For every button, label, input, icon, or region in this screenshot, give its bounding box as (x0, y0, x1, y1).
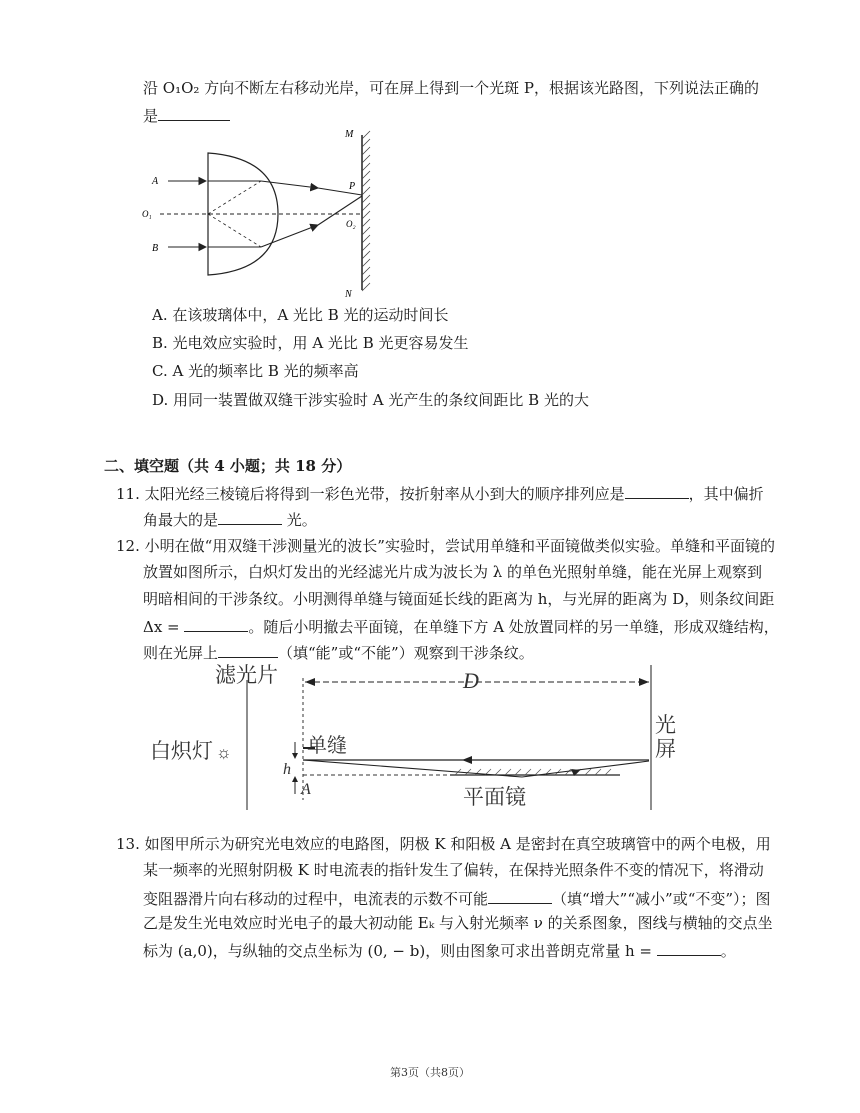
q13-line5-pre: 标为 (a,0)，与纵轴的交点坐标为 (0, − b)，则由图象可求出普朗克常量 h = (143, 942, 652, 960)
section-title: 二、填空题（共 4 小题；共 18 分） (104, 457, 352, 475)
label-P: P (349, 181, 356, 192)
q13-line3 (143, 887, 771, 909)
q10-intro-line2 (143, 104, 230, 126)
answer-blank[interactable] (218, 641, 278, 658)
q11-line2 (143, 508, 317, 530)
q12-line4 (143, 615, 779, 637)
answer-blank[interactable] (184, 615, 248, 632)
q10-intro-line2-text: 是 (143, 107, 159, 125)
answer-blank[interactable] (657, 939, 721, 956)
answer-blank[interactable] (158, 104, 230, 121)
answer-blank[interactable] (218, 508, 282, 525)
label-B: B (152, 243, 159, 254)
q12-line3: 明暗相间的干涉条纹。小明测得单缝与镜面延长线的距离为 h，与光屏的距离为 D，则条纹间距 (143, 590, 775, 608)
q13-line3-post: （填“增大”“减小”或“不变”）；图 (552, 890, 771, 908)
q10-option-a: A. 在该玻璃体中，A 光比 B 光的运动时间长 (152, 306, 449, 324)
q13-line3-pre: 变阻器滑片向右移动的过程中，电流表的示数不可能 (143, 890, 489, 908)
answer-blank[interactable] (625, 482, 689, 499)
lloyd-mirror-diagram (150, 660, 676, 820)
q10-option-c: C. A 光的频率比 B 光的频率高 (152, 362, 359, 380)
label-A: A (152, 176, 159, 187)
label-N: N (345, 289, 352, 300)
q12-line4-pre: Δx = (143, 618, 180, 636)
q12-line4-post: 。随后小明撤去平面镜，在单缝下方 A 处放置同样的另一单缝，形成双缝结构， (248, 618, 779, 636)
q11-line1 (116, 482, 764, 504)
label-M: M (345, 129, 354, 140)
label-mirror: 平面镜 (463, 785, 526, 809)
lens-ray-diagram (140, 125, 380, 300)
q12-line1: 12. 小明在做“用双缝干涉测量光的波长”实验时，尝试用单缝和平面镜做类似实验。单缝和平面镜的 (116, 537, 775, 555)
q12-line5-pre: 则在光屏上 (143, 644, 219, 662)
q11-line1-pre: 11. 太阳光经三棱镜后将得到一彩色光带，按折射率从小到大的顺序排列应是 (116, 485, 625, 503)
label-slit: 单缝 (307, 735, 347, 757)
label-lamp: 白炽灯 (150, 739, 213, 763)
q10-option-b: B. 光电效应实验时，用 A 光比 B 光更容易发生 (152, 334, 469, 352)
q12-line5-post: （填“能”或“不能”）观察到干涉条纹。 (278, 644, 534, 662)
label-A: A (301, 781, 311, 798)
label-O1: O₁ (142, 209, 152, 219)
q13-line2: 某一频率的光照射阴极 K 时电流表的指针发生了偏转，在保持光照条件不变的情况下，将滑动 (143, 861, 764, 879)
q13-line1: 13. 如图甲所示为研究光电效应的电路图，阴极 K 和阳极 A 是密封在真空玻璃管中的两个电极，用 (116, 835, 771, 853)
label-O2: O₂ (346, 219, 356, 229)
q13-line5 (143, 939, 736, 961)
label-filter: 滤光片 (215, 663, 278, 687)
q10-option-d: D. 用同一装置做双缝干涉实验时 A 光产生的条纹间距比 B 光的大 (152, 391, 589, 409)
page-footer: 第3页（共8页） (390, 1066, 470, 1079)
label-h: h (283, 761, 291, 778)
sun-icon: ☼ (216, 743, 232, 762)
label-screen-2: 屏 (655, 737, 676, 761)
q12-line2: 放置如图所示，白炽灯发出的光经滤光片成为波长为 λ 的单色光照射单缝，能在光屏上观察到 (143, 563, 763, 581)
label-screen-1: 光 (655, 713, 676, 737)
q11-line2-pre: 角最大的是 (143, 511, 219, 529)
q13-line4: 乙是发生光电效应时光电子的最大初动能 Eₖ 与入射光频率 ν 的关系图象，图线与横轴的交点坐 (143, 914, 773, 932)
answer-blank[interactable] (488, 887, 552, 904)
q10-intro-line1: 沿 O₁O₂ 方向不断左右移动光岸，可在屏上得到一个光斑 P，根据该光路图，下列说法正确的 (143, 79, 760, 97)
q13-line5-post: 。 (720, 942, 736, 960)
q11-line1-post: ，其中偏折 (688, 485, 764, 503)
q11-line2-post: 光。 (282, 511, 317, 529)
label-D: D (463, 668, 479, 693)
